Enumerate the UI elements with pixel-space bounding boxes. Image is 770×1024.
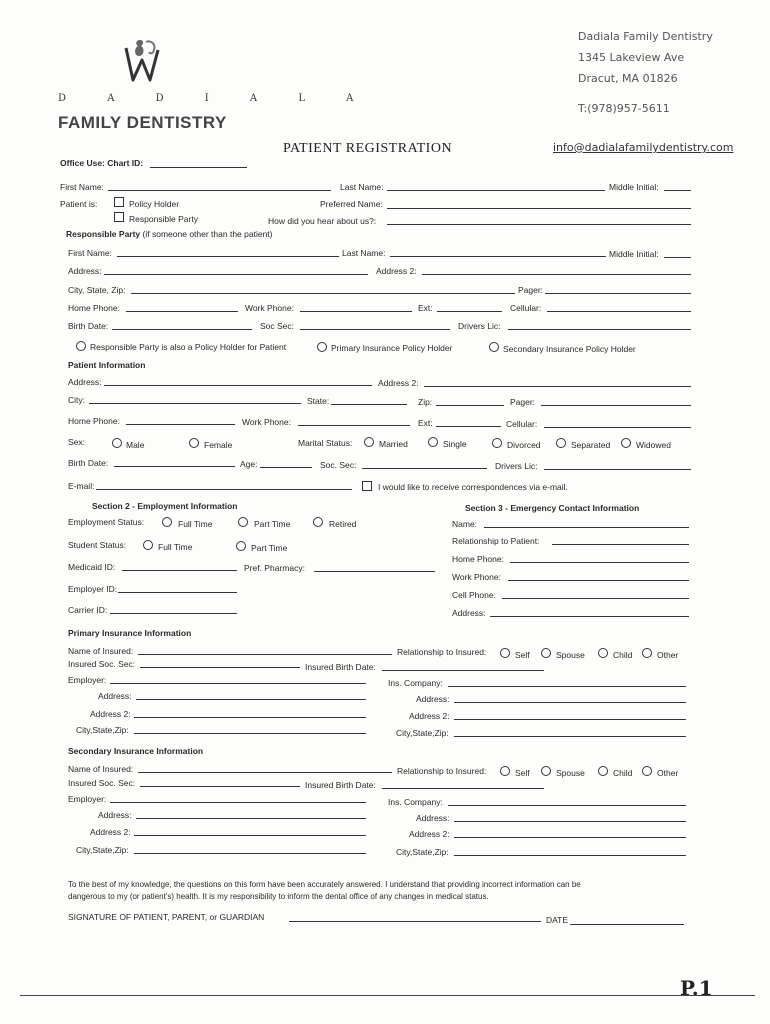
resp-drivers-lic-field[interactable] <box>508 329 691 330</box>
sec-ins-company-label: Ins. Company: <box>388 797 443 807</box>
marital-separated-label: Separated <box>571 440 611 450</box>
pt-cellular-field[interactable] <box>544 427 691 428</box>
medicaid-field[interactable] <box>122 570 237 571</box>
pt-address2-field[interactable] <box>424 386 691 387</box>
patient-info-heading: Patient Information <box>68 360 146 370</box>
resp-primary-label: Primary Insurance Policy Holder <box>331 343 453 353</box>
preferred-name-field[interactable] <box>387 208 691 209</box>
pri-employer-field[interactable] <box>110 683 366 684</box>
resp-policy-holder-label: Responsible Party is also a Policy Holder for Patient <box>90 342 287 352</box>
employment-status-label: Employment Status: <box>68 517 145 527</box>
resp-home-phone-label: Home Phone: <box>68 303 120 313</box>
sec-child-radio[interactable] <box>598 766 608 776</box>
last-name-field[interactable] <box>387 190 605 191</box>
pt-address-field[interactable] <box>104 385 372 386</box>
pt-work-phone-label: Work Phone: <box>242 417 291 427</box>
practice-email-link[interactable]: info@dadialafamilydentistry.com <box>553 141 734 154</box>
emp-full-time-label: Full Time <box>178 519 213 529</box>
sec-city-state-zip-label: City,State,Zip: <box>76 845 129 855</box>
pt-state-label: State: <box>307 396 330 406</box>
pt-email-label: E-mail: <box>68 481 95 491</box>
responsible-party-checkbox[interactable] <box>114 212 124 222</box>
sec-address2-label: Address 2: <box>90 827 131 837</box>
resp-home-phone-field[interactable] <box>126 311 238 312</box>
ec-address-field[interactable] <box>490 616 689 617</box>
responsible-heading <box>66 229 273 239</box>
resp-city-state-zip-label: City, State, Zip: <box>68 285 126 295</box>
pt-pager-label: Pager: <box>510 397 536 407</box>
sec-ins-address2-field[interactable] <box>454 837 686 838</box>
pt-soc-sec-field[interactable] <box>362 468 487 469</box>
pt-ext-field[interactable] <box>436 426 501 427</box>
emp-retired-radio[interactable] <box>313 517 323 527</box>
practice-street: 1345 Lakeview Ave <box>578 51 685 64</box>
pt-drivers-lic-label: Drivers Lic: <box>495 461 538 471</box>
sec-employer-label: Employer: <box>68 794 107 804</box>
pt-zip-label: Zip: <box>418 397 433 407</box>
pri-other-radio[interactable] <box>642 648 652 658</box>
marital-widowed-radio[interactable] <box>621 438 631 448</box>
pt-zip-field[interactable] <box>436 405 504 406</box>
pt-drivers-lic-field[interactable] <box>544 469 691 470</box>
sec-insured-birth-field[interactable] <box>382 788 544 789</box>
sec-ins-city-state-zip-label: City,State,Zip: <box>396 847 449 857</box>
resp-secondary-label: Secondary Insurance Policy Holder <box>503 344 636 354</box>
pri-spouse-radio[interactable] <box>541 648 551 658</box>
sec-name-insured-field[interactable] <box>138 772 392 773</box>
sex-male-radio[interactable] <box>112 438 122 448</box>
student-part-time-label: Part Time <box>251 543 288 553</box>
resp-policy-holder-radio[interactable] <box>76 341 86 351</box>
resp-first-name-field[interactable] <box>117 256 339 257</box>
ec-work-phone-label: Work Phone: <box>452 572 501 582</box>
pt-home-phone-field[interactable] <box>126 424 235 425</box>
resp-drivers-lic-label: Drivers Lic: <box>458 321 501 331</box>
sec-city-state-zip-field[interactable] <box>134 853 366 854</box>
policy-holder-label: Policy Holder <box>129 199 180 209</box>
resp-birth-date-field[interactable] <box>112 329 252 330</box>
pri-name-insured-label: Name of Insured: <box>68 646 134 656</box>
pri-spouse-label: Spouse <box>556 650 585 660</box>
resp-soc-sec-label: Soc Sec: <box>260 321 295 331</box>
pri-ins-company-field[interactable] <box>448 686 686 687</box>
email-consent-label: I would like to receive correspondences via e-mail. <box>378 482 568 492</box>
pri-address2-label: Address 2: <box>90 709 131 719</box>
sec-relationship-label: Relationship to Insured: <box>397 766 487 776</box>
email-consent-checkbox[interactable] <box>362 481 372 491</box>
marital-separated-radio[interactable] <box>556 438 566 448</box>
page-number-mark: P.1 <box>680 976 713 1000</box>
pt-age-label: Age: <box>240 459 258 469</box>
signature-date-label: DATE <box>546 915 569 925</box>
secondary-ins-heading: Secondary Insurance Information <box>68 746 204 756</box>
carrier-id-label: Carrier ID: <box>68 605 108 615</box>
form-title: PATIENT REGISTRATION <box>283 141 453 156</box>
sec-other-radio[interactable] <box>642 766 652 776</box>
chart-id-field[interactable] <box>150 167 247 168</box>
sec-name-insured-label: Name of Insured: <box>68 764 134 774</box>
last-name-label: Last Name: <box>340 182 384 192</box>
pt-ext-label: Ext: <box>418 418 433 428</box>
statement-line-2: dangerous to my (or patient's) health. It is my responsibility to inform the dental office of any changes in medical status. <box>68 892 489 901</box>
pri-insured-soc-field[interactable] <box>140 667 300 668</box>
how-hear-field[interactable] <box>387 224 691 225</box>
pri-relationship-label: Relationship to Insured: <box>397 647 487 657</box>
employer-id-field[interactable] <box>118 592 237 593</box>
sec-address-label: Address: <box>98 810 132 820</box>
logo-letters: D A D I A L A <box>58 93 373 104</box>
employer-id-label: Employer ID: <box>68 584 118 594</box>
ec-relationship-field[interactable] <box>552 544 689 545</box>
pri-ins-city-state-zip-field[interactable] <box>454 736 686 737</box>
employment-heading: Section 2 - Employment Information <box>92 501 238 511</box>
responsible-party-label: Responsible Party <box>129 214 198 224</box>
emp-retired-label: Retired <box>329 519 357 529</box>
marital-divorced-radio[interactable] <box>492 438 502 448</box>
pri-name-insured-field[interactable] <box>138 654 392 655</box>
pt-birth-date-field[interactable] <box>114 466 235 467</box>
student-full-time-radio[interactable] <box>143 540 153 550</box>
resp-address2-field[interactable] <box>422 274 691 275</box>
signature-date-field[interactable] <box>570 924 684 925</box>
resp-city-state-zip-field[interactable] <box>131 293 515 294</box>
resp-address-label: Address: <box>68 266 102 276</box>
marital-married-label: Married <box>379 439 408 449</box>
middle-initial-field[interactable] <box>664 190 691 191</box>
emp-full-time-radio[interactable] <box>162 517 172 527</box>
marital-single-radio[interactable] <box>428 437 438 447</box>
sec-address2-field[interactable] <box>134 835 366 836</box>
middle-initial-label: Middle Initial: <box>609 182 659 192</box>
pt-cellular-label: Cellular: <box>506 419 538 429</box>
sec-insured-soc-label: Insured Soc. Sec: <box>68 778 136 788</box>
logo-name: FAMILY DENTISTRY <box>58 113 227 132</box>
sec-other-label: Other <box>657 768 679 778</box>
sec-child-label: Child <box>613 768 633 778</box>
pri-ins-address-label: Address: <box>416 694 450 704</box>
sex-female-label: Female <box>204 440 233 450</box>
pt-address-label: Address: <box>68 377 102 387</box>
pt-city-label: City: <box>68 395 85 405</box>
sec-insured-soc-field[interactable] <box>140 786 300 787</box>
resp-last-name-label: Last Name: <box>342 248 386 258</box>
how-hear-label: How did you hear about us?: <box>268 216 377 226</box>
office-use-label: Office Use: Chart ID: <box>60 158 144 168</box>
practice-name: Dadiala Family Dentistry <box>578 30 713 43</box>
sec-ins-address2-label: Address 2: <box>409 829 450 839</box>
pri-other-label: Other <box>657 650 679 660</box>
pri-child-label: Child <box>613 650 633 660</box>
sec-address-field[interactable] <box>136 818 366 819</box>
resp-ext-field[interactable] <box>437 311 502 312</box>
practice-phone: T:(978)957-5611 <box>578 102 670 115</box>
sec-ins-company-field[interactable] <box>448 805 686 806</box>
pri-self-label: Self <box>515 650 530 660</box>
sec-employer-field[interactable] <box>110 802 366 803</box>
pt-age-field[interactable] <box>260 467 312 468</box>
marital-status-label: Marital Status: <box>298 438 353 448</box>
carrier-id-field[interactable] <box>110 613 237 614</box>
sec-ins-address-field[interactable] <box>454 821 686 822</box>
pri-city-state-zip-field[interactable] <box>134 733 366 734</box>
pri-self-radio[interactable] <box>500 648 510 658</box>
pt-home-phone-label: Home Phone: <box>68 416 120 426</box>
statement-line-1: To the best of my knowledge, the questions on this form have been accurately answered. I understand that providing incorrect information can be <box>68 880 581 889</box>
sec-self-radio[interactable] <box>500 766 510 776</box>
resp-last-name-field[interactable] <box>390 256 606 257</box>
preferred-name-label: Preferred Name: <box>320 199 383 209</box>
ec-name-label: Name: <box>452 519 478 529</box>
resp-ext-label: Ext: <box>418 303 433 313</box>
sex-female-radio[interactable] <box>189 438 199 448</box>
medicaid-label: Medicaid ID: <box>68 562 116 572</box>
pt-work-phone-field[interactable] <box>298 425 410 426</box>
pri-insured-birth-field[interactable] <box>382 670 544 671</box>
pri-child-radio[interactable] <box>598 648 608 658</box>
responsible-heading-note: (if someone other than the patient) <box>142 229 273 239</box>
pt-pager-field[interactable] <box>541 405 691 406</box>
pt-email-field[interactable] <box>96 489 352 490</box>
sec-insured-birth-label: Insured Birth Date: <box>305 780 376 790</box>
first-name-label: First Name: <box>60 182 104 192</box>
pri-address-label: Address: <box>98 691 132 701</box>
footer-rule <box>20 995 755 996</box>
sec-ins-address-label: Address: <box>416 813 450 823</box>
sec-self-label: Self <box>515 768 530 778</box>
pri-ins-city-state-zip-label: City,State,Zip: <box>396 728 449 738</box>
resp-address-field[interactable] <box>104 274 368 275</box>
resp-cellular-field[interactable] <box>547 311 691 312</box>
first-name-field[interactable] <box>108 190 331 191</box>
marital-single-label: Single <box>443 439 467 449</box>
ec-work-phone-field[interactable] <box>508 580 689 581</box>
student-full-time-label: Full Time <box>158 542 193 552</box>
pri-insured-birth-label: Insured Birth Date: <box>305 662 376 672</box>
responsible-heading-text: Responsible Party <box>66 229 141 239</box>
resp-middle-initial-label: Middle Initial: <box>609 249 659 259</box>
signature-field[interactable] <box>289 921 541 922</box>
sec-ins-city-state-zip-field[interactable] <box>454 855 686 856</box>
pri-city-state-zip-label: City,State,Zip: <box>76 725 129 735</box>
resp-secondary-radio[interactable] <box>489 342 499 352</box>
tooth-bell-logo-icon <box>118 36 170 86</box>
emp-part-time-radio[interactable] <box>238 517 248 527</box>
resp-work-phone-label: Work Phone: <box>245 303 294 313</box>
student-status-label: Student Status: <box>68 540 127 550</box>
pt-sex-label: Sex: <box>68 437 86 447</box>
pt-birth-date-label: Birth Date: <box>68 458 109 468</box>
pt-soc-sec-label: Soc. Sec: <box>320 460 357 470</box>
marital-married-radio[interactable] <box>364 437 374 447</box>
signature-label: SIGNATURE OF PATIENT, PARENT, or GUARDIAN <box>68 912 265 922</box>
patient-is-label: Patient is: <box>60 199 98 209</box>
pt-city-field[interactable] <box>89 403 301 404</box>
ec-relationship-label: Relationship to Patient: <box>452 536 540 546</box>
pri-address-field[interactable] <box>136 699 366 700</box>
pri-ins-company-label: Ins. Company: <box>388 678 443 688</box>
pri-ins-address2-label: Address 2: <box>409 711 450 721</box>
sex-male-label: Male <box>126 440 145 450</box>
ec-address-label: Address: <box>452 608 486 618</box>
practice-city: Dracut, MA 01826 <box>578 72 678 85</box>
ec-cell-phone-field[interactable] <box>502 598 689 599</box>
sec-spouse-radio[interactable] <box>541 766 551 776</box>
policy-holder-checkbox[interactable] <box>114 197 124 207</box>
primary-ins-heading: Primary Insurance Information <box>68 628 192 638</box>
pt-address2-label: Address 2: <box>378 378 419 388</box>
pri-insured-soc-label: Insured Soc. Sec: <box>68 659 136 669</box>
resp-pager-field[interactable] <box>545 293 691 294</box>
resp-birth-date-label: Birth Date: <box>68 321 109 331</box>
resp-cellular-label: Cellular: <box>510 303 542 313</box>
resp-middle-initial-field[interactable] <box>664 257 691 258</box>
emp-part-time-label: Part Time <box>254 519 291 529</box>
resp-work-phone-field[interactable] <box>300 311 412 312</box>
resp-pager-label: Pager: <box>518 285 544 295</box>
pref-pharmacy-label: Pref. Pharmacy: <box>244 563 305 573</box>
pref-pharmacy-field[interactable] <box>314 571 435 572</box>
emergency-heading: Section 3 - Emergency Contact Information <box>465 503 640 513</box>
sec-spouse-label: Spouse <box>556 768 585 778</box>
ec-home-phone-label: Home Phone: <box>452 554 504 564</box>
marital-divorced-label: Divorced <box>507 440 541 450</box>
ec-home-phone-field[interactable] <box>510 562 689 563</box>
resp-address2-label: Address 2: <box>376 266 417 276</box>
ec-cell-phone-label: Cell Phone: <box>452 590 496 600</box>
pri-ins-address2-field[interactable] <box>454 719 686 720</box>
pri-ins-address-field[interactable] <box>454 702 686 703</box>
resp-first-name-label: First Name: <box>68 248 112 258</box>
ec-name-field[interactable] <box>484 527 689 528</box>
marital-widowed-label: Widowed <box>636 440 671 450</box>
resp-primary-radio[interactable] <box>317 342 327 352</box>
student-part-time-radio[interactable] <box>236 541 246 551</box>
pt-state-field[interactable] <box>331 404 407 405</box>
resp-soc-sec-field[interactable] <box>300 329 450 330</box>
pri-address2-field[interactable] <box>134 717 366 718</box>
pri-employer-label: Employer: <box>68 675 107 685</box>
